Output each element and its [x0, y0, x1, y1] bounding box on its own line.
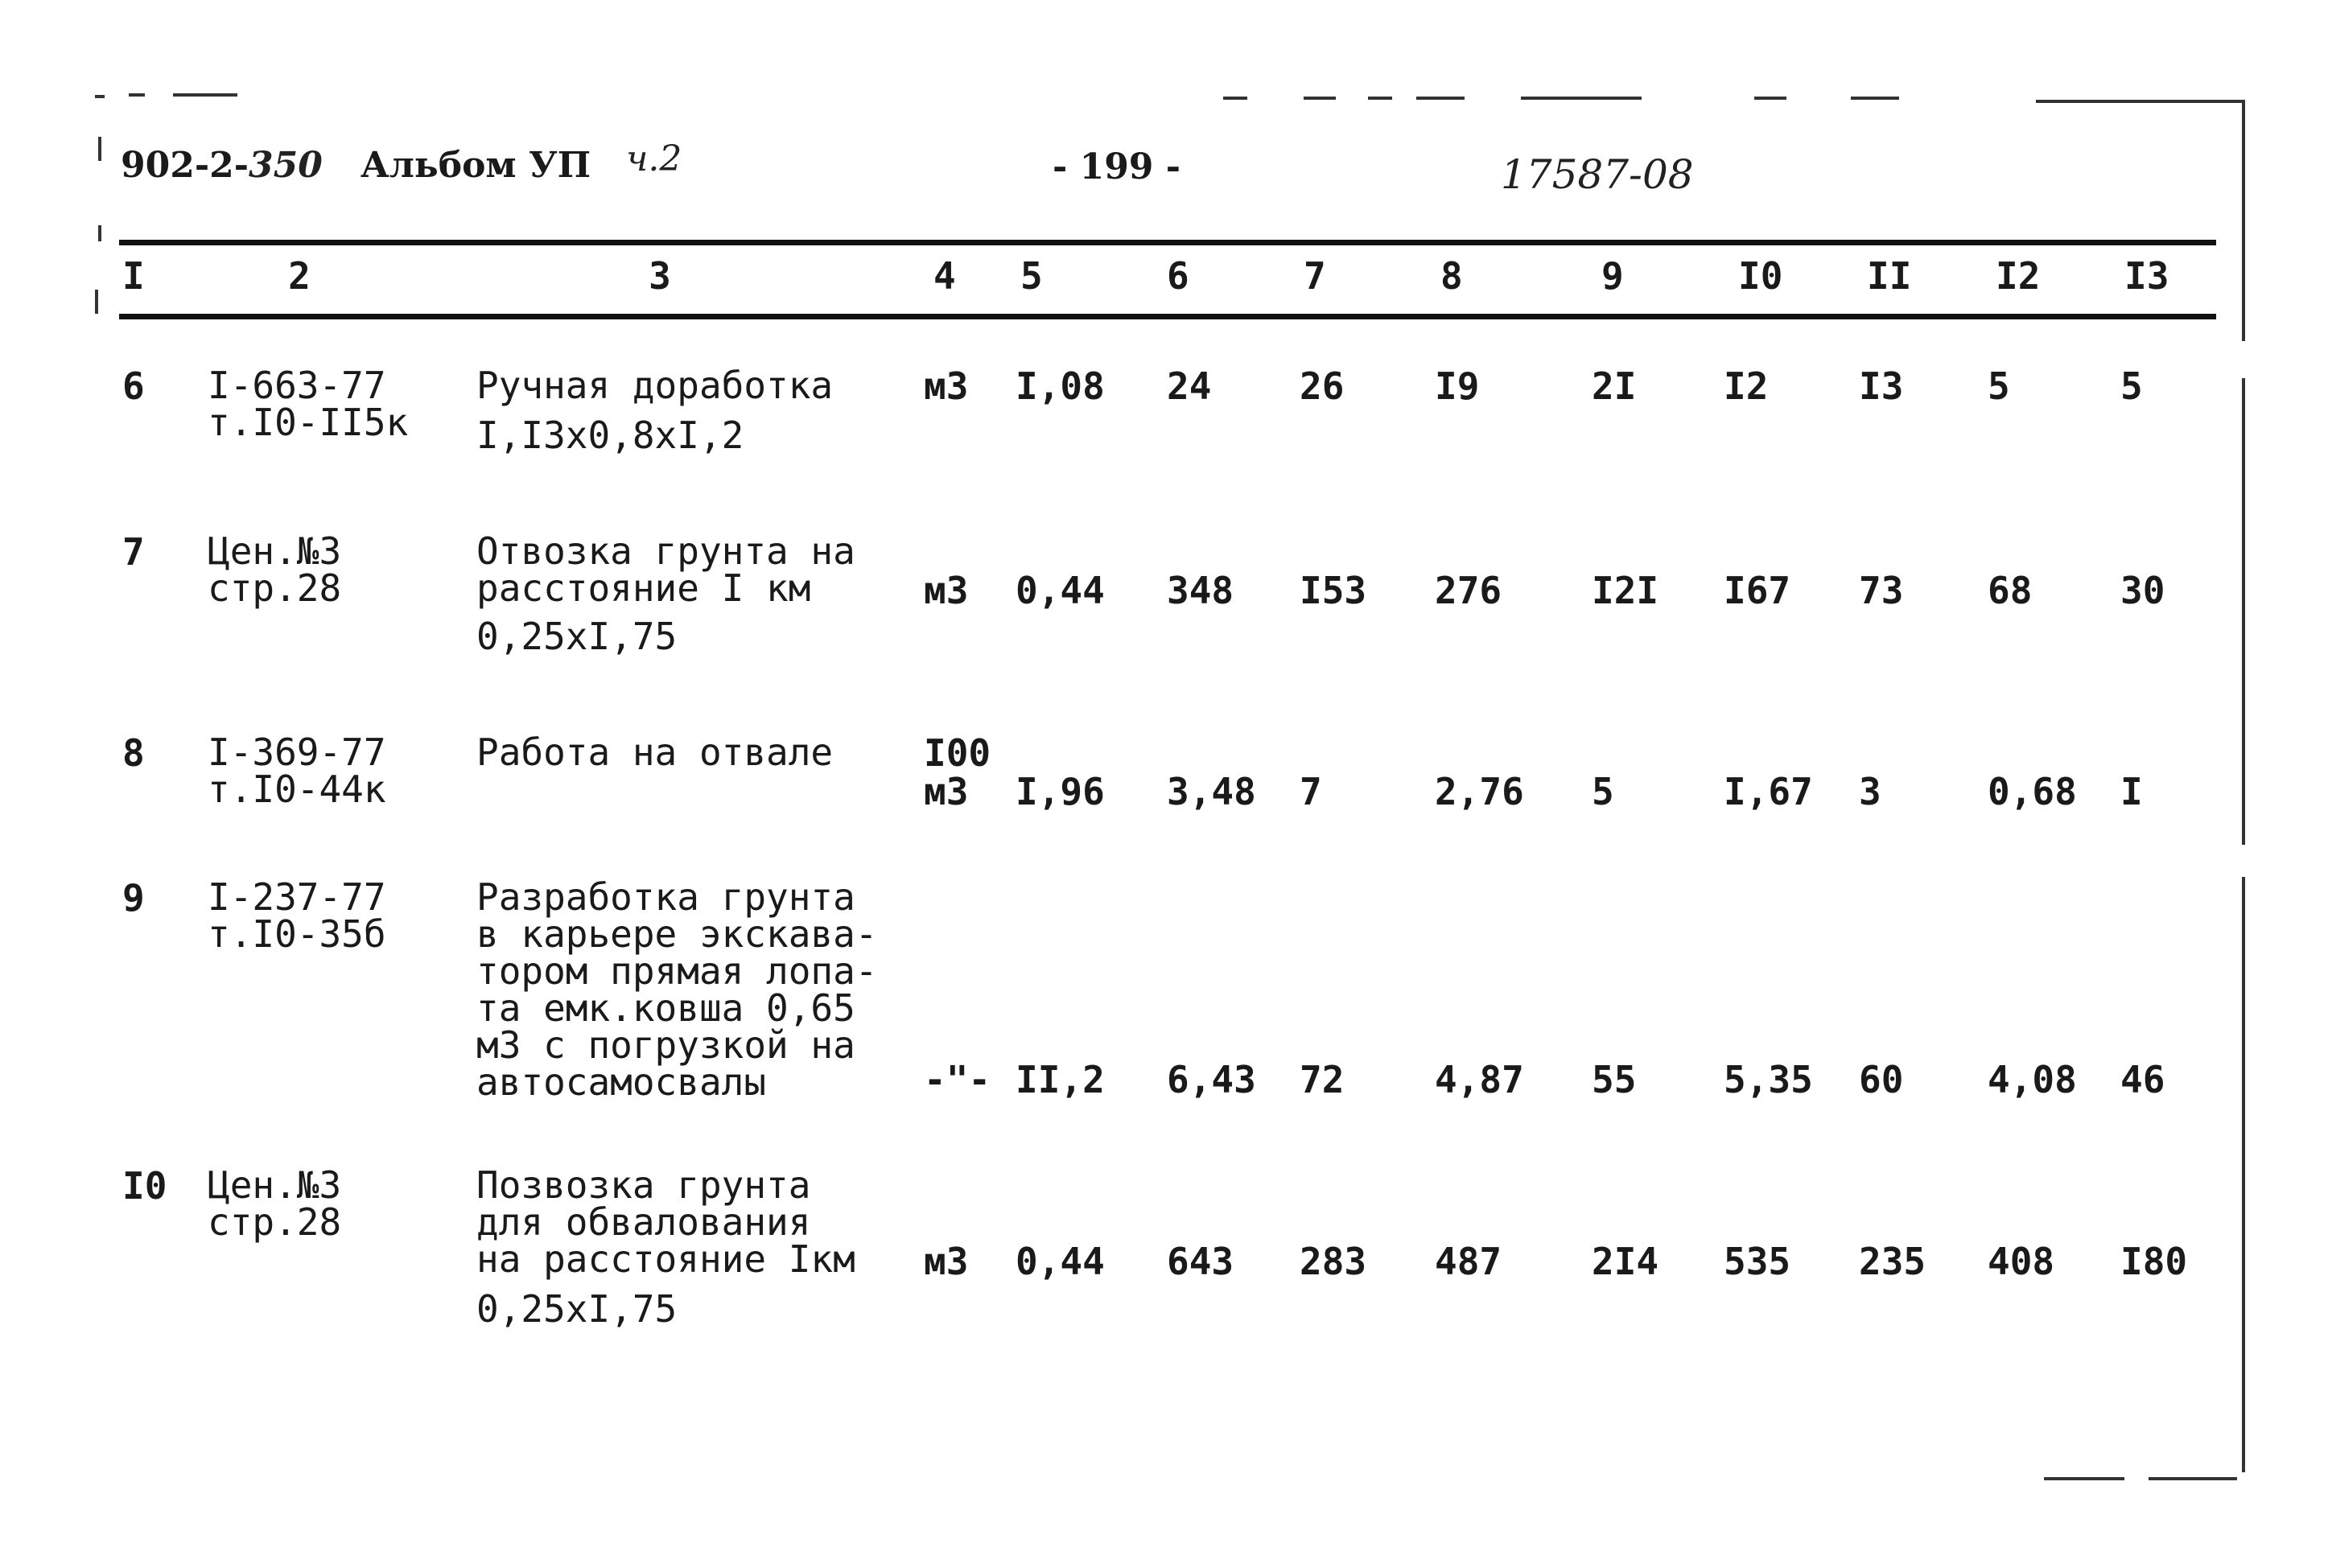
frame-dash — [2036, 100, 2245, 103]
value-c7: 26 — [1300, 364, 1345, 408]
norm-code: стр.28 — [208, 566, 342, 610]
norm-code: Цен.№3 — [208, 1163, 342, 1207]
frame-dash — [2044, 1477, 2124, 1480]
work-description: м3 с погрузкой на — [476, 1023, 855, 1067]
column-header: 5 — [1020, 254, 1043, 298]
frame-dash — [1754, 97, 1786, 100]
frame-dash — [1304, 97, 1336, 100]
table-header-rule — [119, 314, 2216, 319]
album-label: Альбом УП — [361, 145, 591, 186]
doc-code: 902-2-350 — [121, 145, 323, 186]
work-description: для обвалования — [476, 1200, 811, 1244]
work-description: та емк.ковша 0,65 — [476, 986, 855, 1030]
value-c6: 6,43 — [1167, 1058, 1256, 1101]
work-description: тором прямая лопа- — [476, 949, 878, 993]
value-c10: 5,35 — [1724, 1058, 1813, 1101]
frame-dash — [95, 95, 105, 98]
value-c8: 487 — [1435, 1240, 1502, 1283]
volume-handwritten: ч.2 — [626, 138, 682, 179]
column-header: 2 — [288, 254, 311, 298]
value-c9: 2I4 — [1592, 1240, 1659, 1283]
norm-code: т.I0-II5к — [208, 401, 409, 444]
value-c7: 283 — [1300, 1240, 1367, 1283]
work-description: I,I3x0,8xI,2 — [476, 414, 744, 457]
work-description: Работа на отвале — [476, 730, 834, 774]
row-number: 9 — [122, 876, 145, 920]
value-c11: 73 — [1859, 569, 1904, 612]
column-header: 8 — [1440, 254, 1463, 298]
column-header: 3 — [649, 254, 671, 298]
value-c7: 72 — [1300, 1058, 1345, 1101]
value-c5: I,96 — [1016, 770, 1105, 813]
value-c8: 4,87 — [1435, 1058, 1524, 1101]
column-header: I3 — [2124, 254, 2169, 298]
unit: м3 — [924, 1240, 969, 1283]
value-c12: 4,08 — [1988, 1058, 2077, 1101]
value-c9: 2I — [1592, 364, 1637, 408]
unit: -"- — [924, 1058, 991, 1101]
frame-left — [98, 225, 101, 241]
norm-code: I-369-77 — [208, 730, 386, 774]
frame-dash — [1416, 97, 1465, 100]
frame-dash — [1851, 97, 1899, 100]
value-c12: 5 — [1988, 364, 2010, 408]
work-description: автосамосвалы — [476, 1060, 767, 1104]
row-number: 6 — [122, 364, 145, 408]
norm-code: I-663-77 — [208, 364, 386, 407]
unit: м3 — [924, 770, 969, 813]
norm-code: т.I0-35б — [208, 912, 386, 956]
value-c5: 0,44 — [1016, 569, 1105, 612]
value-c9: I2I — [1592, 569, 1659, 612]
norm-code: I-237-77 — [208, 875, 386, 919]
frame-dash — [173, 93, 237, 97]
frame-left — [95, 290, 98, 314]
work-description: Ручная доработка — [476, 364, 834, 407]
column-header: I — [122, 254, 145, 298]
work-description: на расстояние Iкм — [476, 1237, 855, 1281]
value-c7: 7 — [1300, 770, 1322, 813]
value-c10: 535 — [1724, 1240, 1791, 1283]
column-header: I2 — [1996, 254, 2041, 298]
value-c12: 0,68 — [1988, 770, 2077, 813]
column-header: I0 — [1738, 254, 1783, 298]
value-c8: 276 — [1435, 569, 1502, 612]
work-description: в карьере экскава- — [476, 912, 878, 956]
unit: м3 — [924, 569, 969, 612]
value-c8: 2,76 — [1435, 770, 1524, 813]
value-c6: 348 — [1167, 569, 1234, 612]
value-c10: I2 — [1724, 364, 1769, 408]
frame-left — [98, 137, 101, 161]
value-c13: 46 — [2120, 1058, 2165, 1101]
value-c5: 0,44 — [1016, 1240, 1105, 1283]
frame-dash — [1368, 97, 1392, 100]
work-description: расстояние I км — [476, 566, 811, 610]
unit: I00 — [924, 731, 991, 775]
value-c13: 5 — [2120, 364, 2143, 408]
reference-handwritten: 17587-08 — [1501, 151, 1694, 198]
album-number-handwritten: 350 — [248, 145, 323, 186]
row-number: I0 — [122, 1164, 167, 1208]
norm-code: т.I0-44к — [208, 768, 386, 811]
frame-dash — [1223, 97, 1247, 100]
value-c13: I80 — [2120, 1240, 2188, 1283]
work-description: Позвозка грунта — [476, 1163, 811, 1207]
column-header: 6 — [1167, 254, 1189, 298]
work-description: Разработка грунта — [476, 875, 855, 919]
value-c13: 30 — [2120, 569, 2165, 612]
column-header: 9 — [1601, 254, 1624, 298]
value-c9: 5 — [1592, 770, 1614, 813]
frame-dash — [1521, 97, 1642, 100]
frame-dash — [129, 93, 145, 97]
value-c13: I — [2120, 770, 2143, 813]
value-c6: 643 — [1167, 1240, 1234, 1283]
page-number: - 199 - — [1053, 146, 1181, 187]
value-c8: I9 — [1435, 364, 1480, 408]
value-c7: I53 — [1300, 569, 1367, 612]
value-c12: 68 — [1988, 569, 2033, 612]
value-c12: 408 — [1988, 1240, 2055, 1283]
value-c9: 55 — [1592, 1058, 1637, 1101]
row-number: 7 — [122, 530, 145, 574]
column-header: 7 — [1304, 254, 1326, 298]
work-description: 0,25xI,75 — [476, 615, 678, 658]
column-header: II — [1867, 254, 1912, 298]
value-c11: I3 — [1859, 364, 1904, 408]
value-c5: I,08 — [1016, 364, 1105, 408]
unit: м3 — [924, 364, 969, 408]
value-c10: I67 — [1724, 569, 1791, 612]
value-c5: II,2 — [1016, 1058, 1105, 1101]
value-c11: 235 — [1859, 1240, 1926, 1283]
table-top-rule — [119, 240, 2216, 245]
frame-right — [2242, 378, 2245, 845]
frame-dash — [2149, 1477, 2237, 1480]
value-c6: 24 — [1167, 364, 1212, 408]
value-c6: 3,48 — [1167, 770, 1256, 813]
frame-right — [2242, 877, 2245, 1472]
work-description: Отвозка грунта на — [476, 529, 855, 573]
column-header: 4 — [933, 254, 956, 298]
work-description: 0,25xI,75 — [476, 1287, 678, 1331]
value-c11: 3 — [1859, 770, 1881, 813]
value-c10: I,67 — [1724, 770, 1813, 813]
row-number: 8 — [122, 731, 145, 775]
frame-right — [2242, 100, 2245, 341]
value-c11: 60 — [1859, 1058, 1904, 1101]
norm-code: стр.28 — [208, 1200, 342, 1244]
norm-code: Цен.№3 — [208, 529, 342, 573]
